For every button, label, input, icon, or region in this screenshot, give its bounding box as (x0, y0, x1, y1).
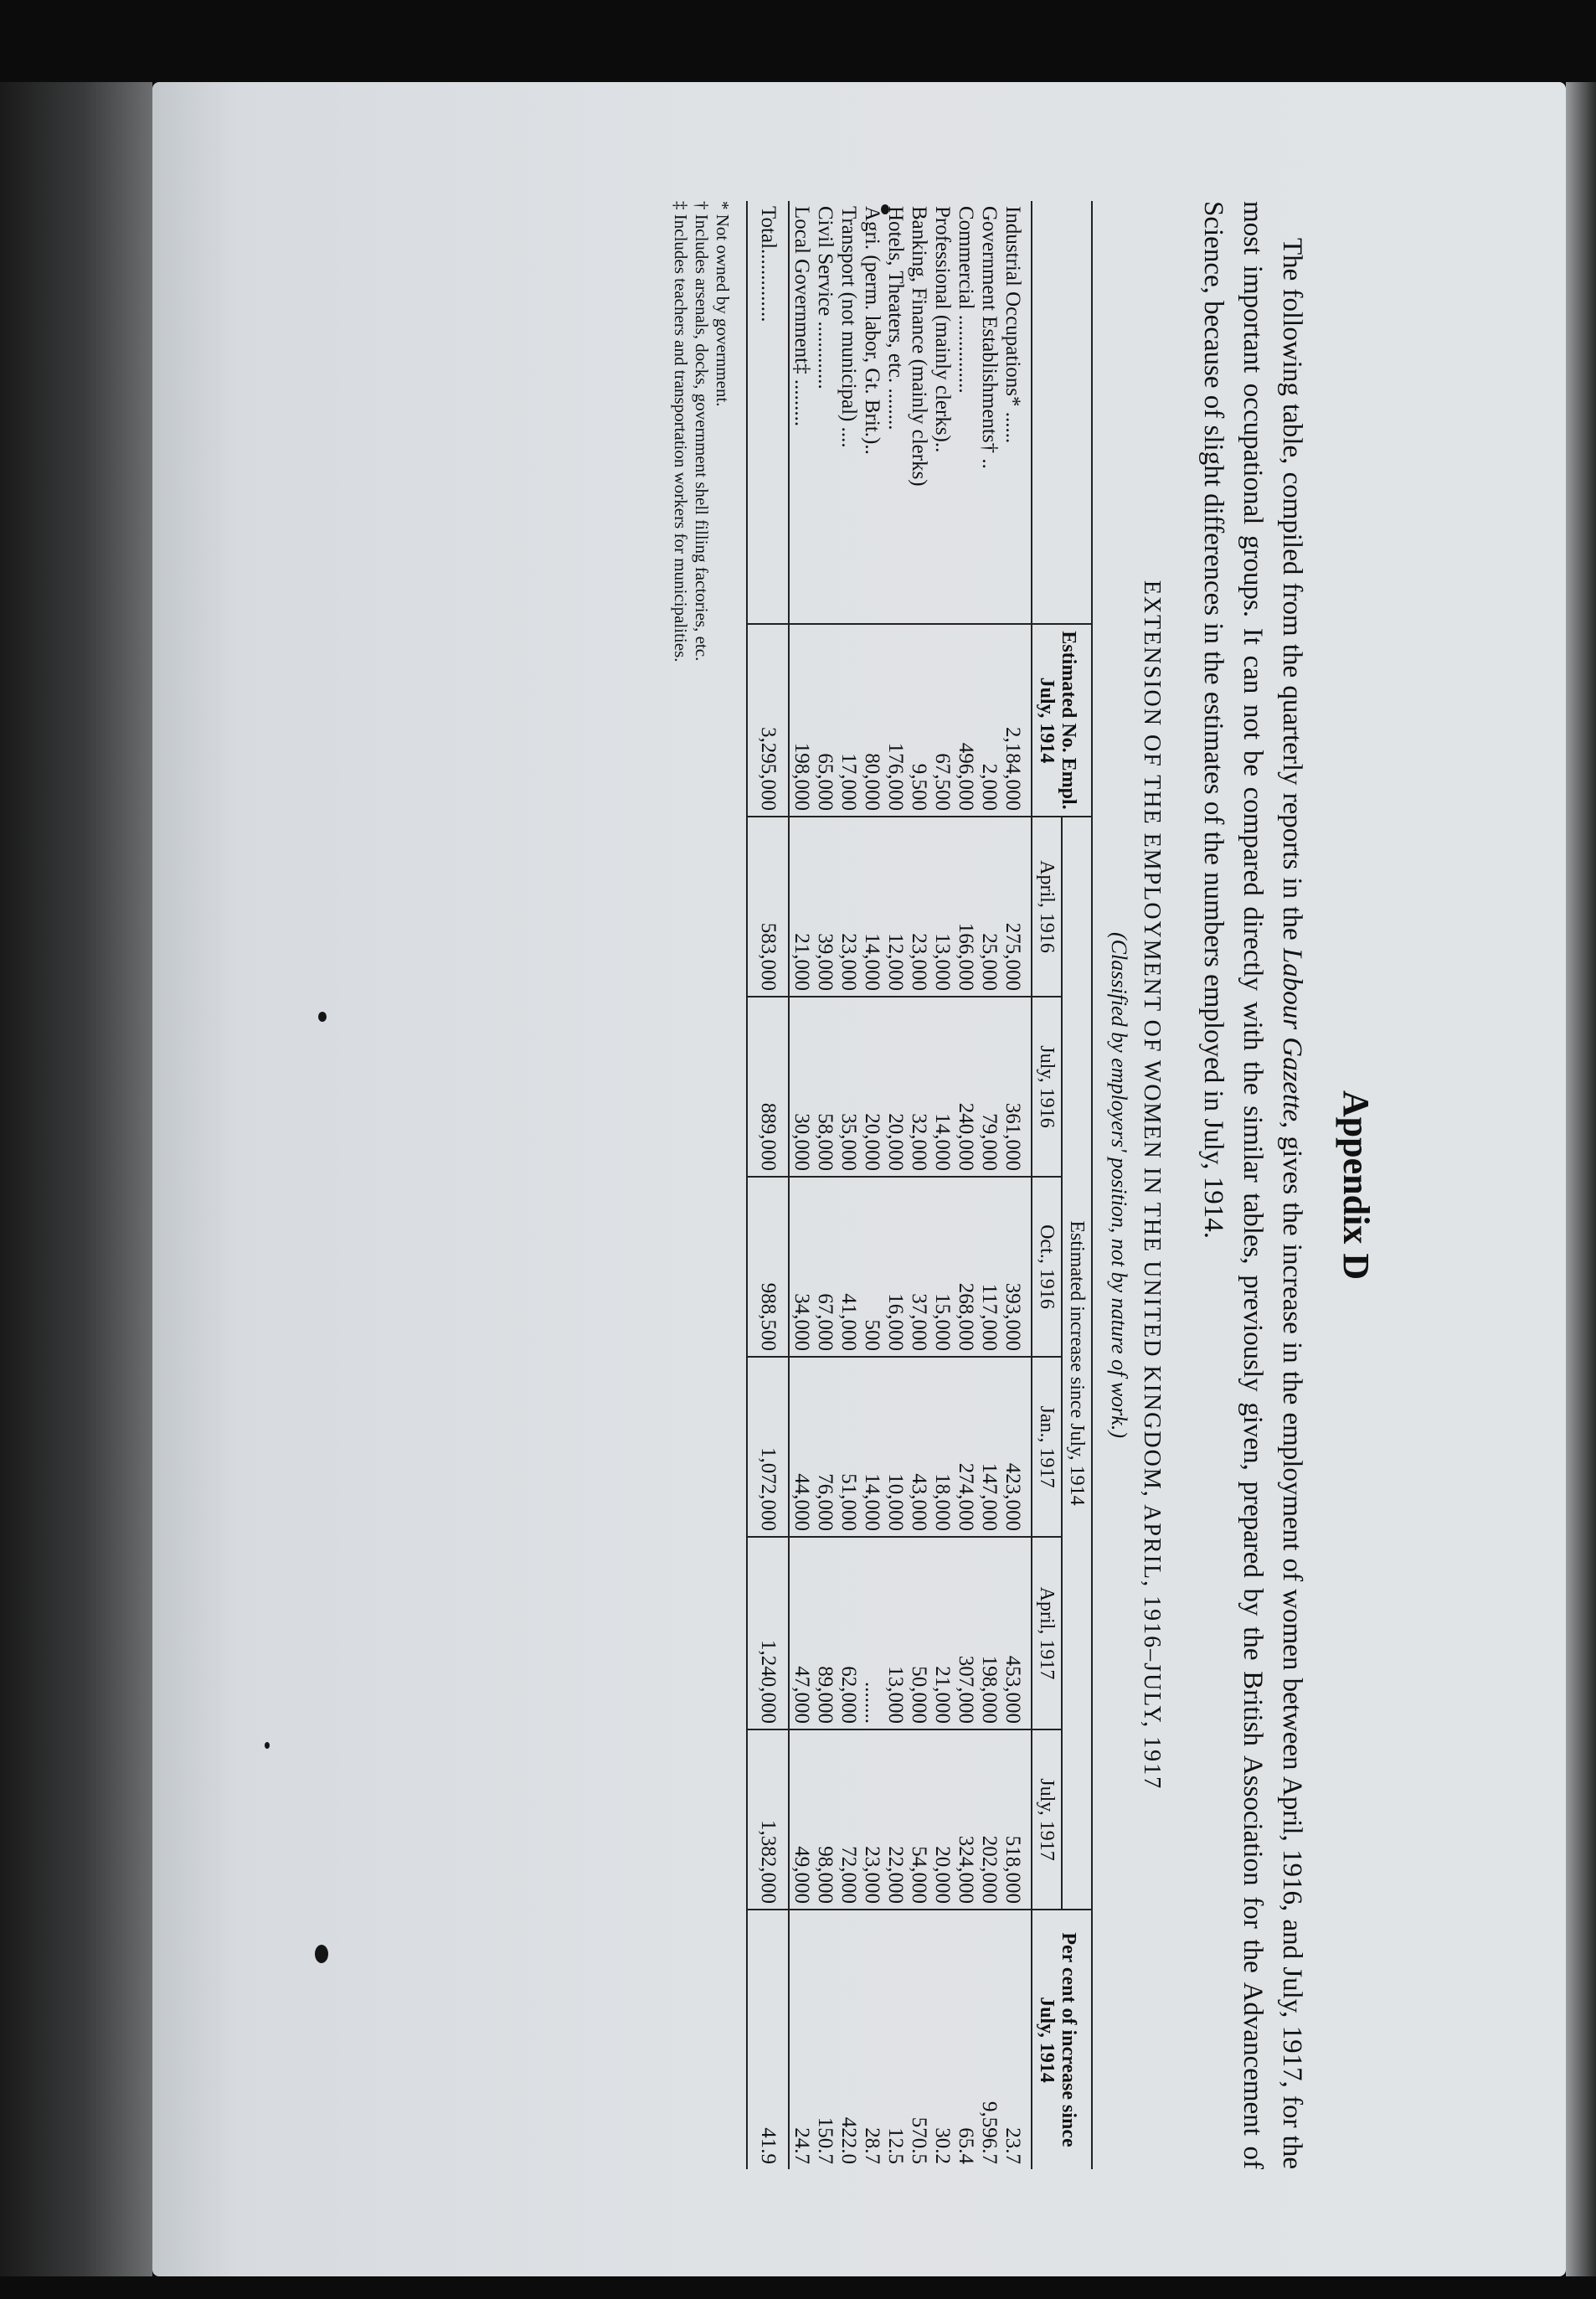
header-increase-group: Estimated increase since July, 1914 (1062, 817, 1092, 1910)
cell-apr17: 13,000 (883, 1537, 907, 1729)
employment-table (744, 201, 1093, 2169)
intro-text-end: , gives the increase in the employment of women between April, 1916, and July, 1917, for the most important occupational groups. It can not be compared directly with the similar tables, previously given, prepared by the British Association for the Advancement of Science, because of slight differences in the estimates of the numbers employed in July, 1914. (1198, 201, 1307, 2169)
cell-oct16: 15,000 (930, 1177, 954, 1357)
cell-jan17: 10,000 (883, 1357, 907, 1537)
total-jan17: 1,072,000 (747, 1357, 789, 1537)
header-apr-1916: April, 1916 (1032, 817, 1062, 997)
cell-apr17: 453,000 (1001, 1537, 1032, 1729)
footnote: * Not owned by government. (713, 201, 733, 407)
table-row (813, 201, 837, 2169)
cell-est: 65,000 (813, 624, 837, 817)
total-category: Total.............. (747, 201, 789, 624)
cell-jul17: 20,000 (930, 1729, 954, 1910)
cell-apr17: 62,000 (837, 1537, 860, 1729)
cell-apr16: 166,000 (954, 817, 977, 997)
table-row (1001, 201, 1032, 2169)
cell-apr16: 23,000 (837, 817, 860, 997)
page-edge (1566, 82, 1596, 2276)
intro-text-start: The following table, compiled from the quarterly reports in the (1277, 238, 1307, 948)
cell-pct: 422.0 (837, 1910, 860, 2169)
footnotes (670, 201, 733, 2169)
source-title: Labour Gazette (1277, 947, 1307, 1122)
cell-pct: 30.2 (930, 1910, 954, 2169)
cell-apr16: 25,000 (977, 817, 1001, 997)
cell-pct: 570.5 (907, 1910, 930, 2169)
cell-est: 80,000 (860, 624, 883, 817)
cell-jan17: 43,000 (907, 1357, 930, 1537)
total-jul16: 889,000 (747, 997, 789, 1177)
cell-jul16: 79,000 (977, 997, 1001, 1177)
header-jan-1917: Jan., 1917 (1032, 1357, 1062, 1537)
table-row (789, 201, 813, 2169)
table-row (837, 201, 860, 2169)
cell-jul17: 98,000 (813, 1729, 837, 1910)
cell-jan17: 147,000 (977, 1357, 1001, 1537)
cell-jan17: 51,000 (837, 1357, 860, 1537)
cell-jan17: 423,000 (1001, 1357, 1032, 1537)
cell-oct16: 67,000 (813, 1177, 837, 1357)
table-row (907, 201, 930, 2169)
total-est: 3,295,000 (747, 624, 789, 817)
cell-apr16: 23,000 (907, 817, 930, 997)
row-category: Commercial ............... (955, 206, 977, 394)
cell-est: 176,000 (883, 624, 907, 817)
table-row (930, 201, 954, 2169)
cell-jul16: 14,000 (930, 997, 954, 1177)
cell-oct16: 34,000 (789, 1177, 813, 1357)
header-category (1032, 201, 1092, 624)
bottom-rule (744, 201, 747, 2169)
cell-jul17: 54,000 (907, 1729, 930, 1910)
cell-jul17: 49,000 (789, 1729, 813, 1910)
table-bottom-rule (744, 201, 747, 2169)
cell-apr16: 21,000 (789, 817, 813, 997)
header-oct-1916: Oct., 1916 (1032, 1177, 1062, 1357)
header-apr-1917: April, 1917 (1032, 1537, 1062, 1729)
table-subtitle: (Classified by employers' position, not by nature of work.) (1107, 932, 1131, 1438)
cell-est: 17,000 (837, 624, 860, 817)
row-category: Transport (not municipal) .... (837, 206, 860, 448)
table-row (977, 201, 1001, 2169)
cell-jan17: 76,000 (813, 1357, 837, 1537)
cell-jul16: 361,000 (1001, 997, 1032, 1177)
cell-jul16: 32,000 (907, 997, 930, 1177)
cell-oct16: 41,000 (837, 1177, 860, 1357)
cell-est: 9,500 (907, 624, 930, 817)
cell-pct: 9,596.7 (977, 1910, 1001, 2169)
row-category: Hotels, Theaters, etc. ........ (884, 206, 907, 430)
cell-jul17: 324,000 (954, 1729, 977, 1910)
cell-jan17: 44,000 (789, 1357, 813, 1537)
footnote: ‡ Includes teachers and transportation workers for municipalities. (671, 201, 691, 662)
header-percent: Per cent of increase since July, 1914 (1032, 1910, 1092, 2169)
intro-paragraph (1193, 201, 1311, 2169)
table-title: EXTENSION OF THE EMPLOYMENT OF WOMEN IN THE UNITED KINGDOM, APRIL, 1916–JULY, 1917 (1139, 580, 1165, 1791)
cell-pct: 12.5 (883, 1910, 907, 2169)
row-category: Industrial Occupations* ...... (1001, 206, 1024, 444)
cell-est: 67,500 (930, 624, 954, 817)
cell-pct: 65.4 (954, 1910, 977, 2169)
cell-jul16: 20,000 (883, 997, 907, 1177)
cell-est: 2,184,000 (1001, 624, 1032, 817)
total-apr16: 583,000 (747, 817, 789, 997)
cell-jul17: 23,000 (860, 1729, 883, 1910)
cell-jul17: 22,000 (883, 1729, 907, 1910)
cell-est: 496,000 (954, 624, 977, 817)
cell-apr17: 198,000 (977, 1537, 1001, 1729)
cell-pct: 23.7 (1001, 1910, 1032, 2169)
appendix-heading: Appendix D (1336, 1090, 1377, 1281)
total-jul17: 1,382,000 (747, 1729, 789, 1910)
table-row (883, 201, 907, 2169)
total-pct: 41.9 (747, 1910, 789, 2169)
cell-jul17: 72,000 (837, 1729, 860, 1910)
cell-jul17: 518,000 (1001, 1729, 1032, 1910)
cell-apr16: 39,000 (813, 817, 837, 997)
book-spine-shadow (0, 82, 152, 2276)
cell-apr17: 21,000 (930, 1537, 954, 1729)
cell-jul16: 240,000 (954, 997, 977, 1177)
footnote: † Includes arsenals, docks, government shell filling factories, etc. (692, 201, 712, 662)
cell-apr16: 13,000 (930, 817, 954, 997)
cell-est: 2,000 (977, 624, 1001, 817)
cell-jul17: 202,000 (977, 1729, 1001, 1910)
total-apr17: 1,240,000 (747, 1537, 789, 1729)
cell-jul16: 20,000 (860, 997, 883, 1177)
rotated-page-content (147, 201, 1377, 2169)
cell-jul16: 35,000 (837, 997, 860, 1177)
cell-apr17: 307,000 (954, 1537, 977, 1729)
header-jul-1916: July, 1916 (1032, 997, 1062, 1177)
row-category: Civil Service ............. (814, 206, 837, 389)
cell-oct16: 16,000 (883, 1177, 907, 1357)
cell-jan17: 14,000 (860, 1357, 883, 1537)
cell-apr16: 275,000 (1001, 817, 1032, 997)
cell-oct16: 500 (860, 1177, 883, 1357)
row-category: Banking, Finance (mainly clerks) (908, 206, 930, 487)
header-estimated: Estimated No. Empl. July, 1914 (1032, 624, 1092, 817)
cell-apr16: 12,000 (883, 817, 907, 997)
row-category: Professional (mainly clerks).. (931, 206, 954, 453)
cell-oct16: 268,000 (954, 1177, 977, 1357)
header-jul-1917: July, 1917 (1032, 1729, 1062, 1910)
cell-apr17: 89,000 (813, 1537, 837, 1729)
cell-apr16: 14,000 (860, 817, 883, 997)
row-category: Agri. (perm. labor, Gt. Brit.).. (861, 206, 883, 455)
cell-jul16: 58,000 (813, 997, 837, 1177)
total-oct16: 988,500 (747, 1177, 789, 1357)
cell-jan17: 274,000 (954, 1357, 977, 1537)
cell-apr17: 47,000 (789, 1537, 813, 1729)
cell-apr17: ........ (860, 1537, 883, 1729)
table-total-row (747, 201, 789, 2169)
cell-oct16: 37,000 (907, 1177, 930, 1357)
row-category: Government Establishments† .. (978, 206, 1001, 469)
row-category: Local Government‡ ......... (790, 206, 813, 427)
cell-pct: 150.7 (813, 1910, 837, 2169)
cell-oct16: 393,000 (1001, 1177, 1032, 1357)
cell-apr17: 50,000 (907, 1537, 930, 1729)
cell-est: 198,000 (789, 624, 813, 817)
cell-oct16: 117,000 (977, 1177, 1001, 1357)
cell-jan17: 18,000 (930, 1357, 954, 1537)
cell-pct: 24.7 (789, 1910, 813, 2169)
cell-pct: 28.7 (860, 1910, 883, 2169)
table-row (860, 201, 883, 2169)
table-row (954, 201, 977, 2169)
cell-jul16: 30,000 (789, 997, 813, 1177)
